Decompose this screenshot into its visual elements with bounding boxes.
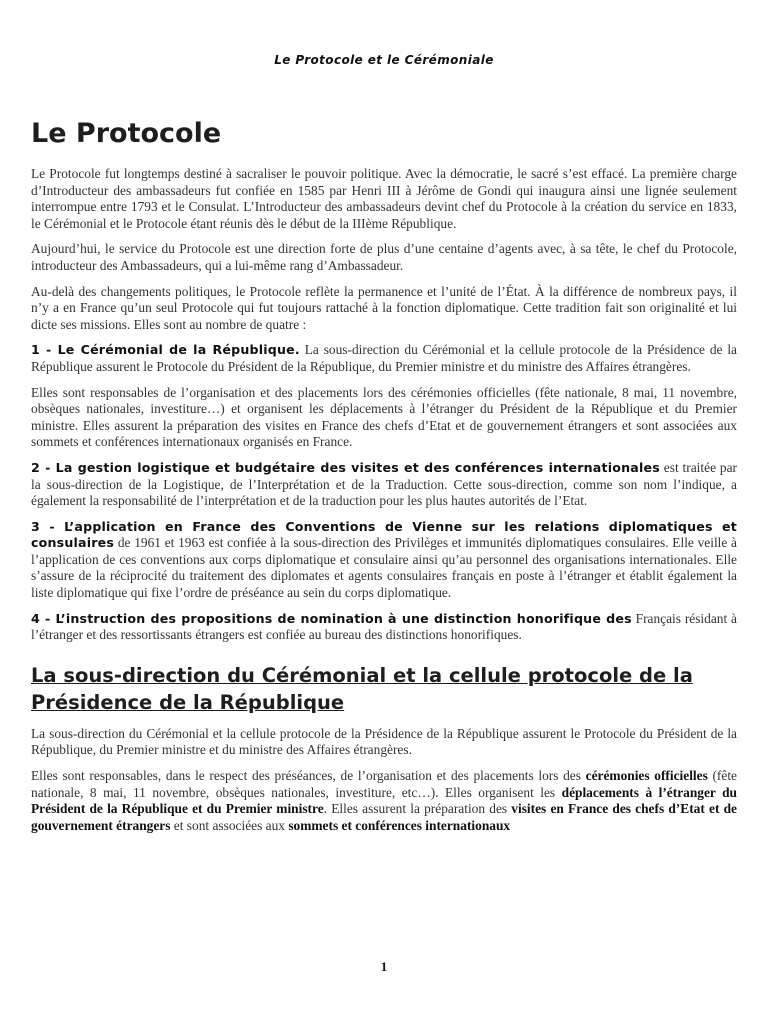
text-run: (fête nationale, 8 mai, 11 novembre, obsèques nationales, investiture, etc…). Elles organisent les: [31, 768, 737, 800]
mission-item-lead: 3 - L’application en France des Conventions de Vienne sur les relations diplomatiques et consulaires: [31, 518, 737, 551]
mission-item-lead: 1 - Le Cérémonial de la République.: [31, 342, 300, 358]
text-run: et sont associées aux: [170, 817, 289, 833]
text-run: . Elles assurent la préparation des: [323, 801, 512, 817]
paragraph: Aujourd’hui, le service du Protocole est une direction forte de plus d’une centaine d’agents avec, à sa tête, le chef du Protocole, introducteur des Ambassadeurs, qui a lui-même rang d’Ambassadeur.: [31, 241, 737, 273]
mission-item-text: Français résidant à l’étranger et des ressortissants étrangers est confiée au bureau des distinctions honorifiques.: [31, 610, 737, 643]
section-title-ceremonial: La sous-direction du Cérémonial et la cellule protocole de la Présidence de la République: [31, 663, 693, 714]
mission-item-lead: 4 - L’instruction des propositions de nomination à une distinction honorifique des: [31, 610, 632, 626]
bold-run: déplacements à l’étranger du Président de la République et du Premier ministre: [31, 784, 738, 817]
mission-item-3: [31, 519, 737, 602]
bold-run: visites en France des chefs d’Etat et de gouvernement étrangers: [31, 801, 737, 833]
mission-item-lead: 2 - La gestion logistique et budgétaire des visites et des conférences internationales: [31, 459, 660, 475]
mission-item-1: [31, 342, 737, 375]
mission-item-text: La sous-direction du Cérémonial et la cellule protocole de la Présidence de la République assurent le Protocole du Président de la République, du Premier ministre et du ministre des Affaires étrangères.: [31, 342, 737, 374]
paragraph: La sous-direction du Cérémonial et la cellule protocole de la Présidence de la République assurent le Protocole du Président de la République, du Premier ministre et du ministre des Affaires étrangères.: [31, 725, 737, 758]
bold-run: cérémonies officielles: [585, 768, 708, 784]
section-title-protocole: Le Protocole: [31, 118, 222, 149]
body-text: [31, 166, 737, 843]
mission-item-text: est traitée par la sous-direction de la Logistique, de l’Interprétation et de la Traduction. Cette sous-direction, comme son nom l’indique, a également la responsabilité de l’interprétation et de la traduction pour les plus hautes autorités de l’Etat.: [31, 459, 737, 509]
text-run: Elles sont responsables, dans le respect des préséances, de l’organisation et des placements lors des: [31, 768, 586, 784]
mission-item-2: [31, 460, 737, 510]
mission-item-text: de 1961 et 1963 est confiée à la sous-direction des Privilèges et immunités diplomatiques consulaires. Elle veille à l’application de ces conventions aux corps diplomatique et consulaire ainsi qu’au personnel des organisations internationales. Elle s’assure de la réciprocité du traitement des diplomates et agents consulaires français en poste à l’étranger et établit également la liste diplomatique qui fixe l’ordre de préséance au sein du corps diplomatique.: [31, 535, 737, 601]
paragraph: Le Protocole fut longtemps destiné à sacraliser le pouvoir politique. Avec la démocratie, le sacré s’est effacé. La première charge d’Introducteur des ambassadeurs fut confiée en 1585 par Henri III à Jérôme de Gondi qui inaugura ainsi une lignée seulement interrompue entre 1793 et le Consulat. L’Introducteur des ambassadeurs devint chef du Protocole à la création du service en 1833, le Cérémonial et le Protocole étant réunis dès le début de la IIIème République.: [31, 166, 737, 231]
page-number: 1: [380, 959, 388, 974]
paragraph: Au-delà des changements politiques, le Protocole reflète la permanence et l’unité de l’État. À la différence de nombreux pays, il n’y a en France qu’un seul Protocole qui fut toujours rattaché à la fonction diplomatique. Cette tradition fait son originalité et lui dicte ses missions. Elles sont au nombre de quatre :: [31, 283, 737, 332]
running-header: Le Protocole et le Cérémoniale: [274, 53, 494, 67]
mission-item-4: [31, 611, 737, 644]
bold-run: sommets et conférences internationaux: [288, 817, 511, 833]
paragraph-mixed: [31, 768, 737, 834]
paragraph: Elles sont responsables de l’organisation et des placements lors des cérémonies officielles (fête nationale, 8 mai, 11 novembre, obsèques nationales, investiture…) et organisent les déplacements à l’étranger du Président de la République et du Premier ministre. Elles assurent la préparation des visites en France des chefs d’Etat et de gouvernement étrangers et sont associées aux sommets et conférences internationaux organisés en France.: [31, 384, 737, 450]
